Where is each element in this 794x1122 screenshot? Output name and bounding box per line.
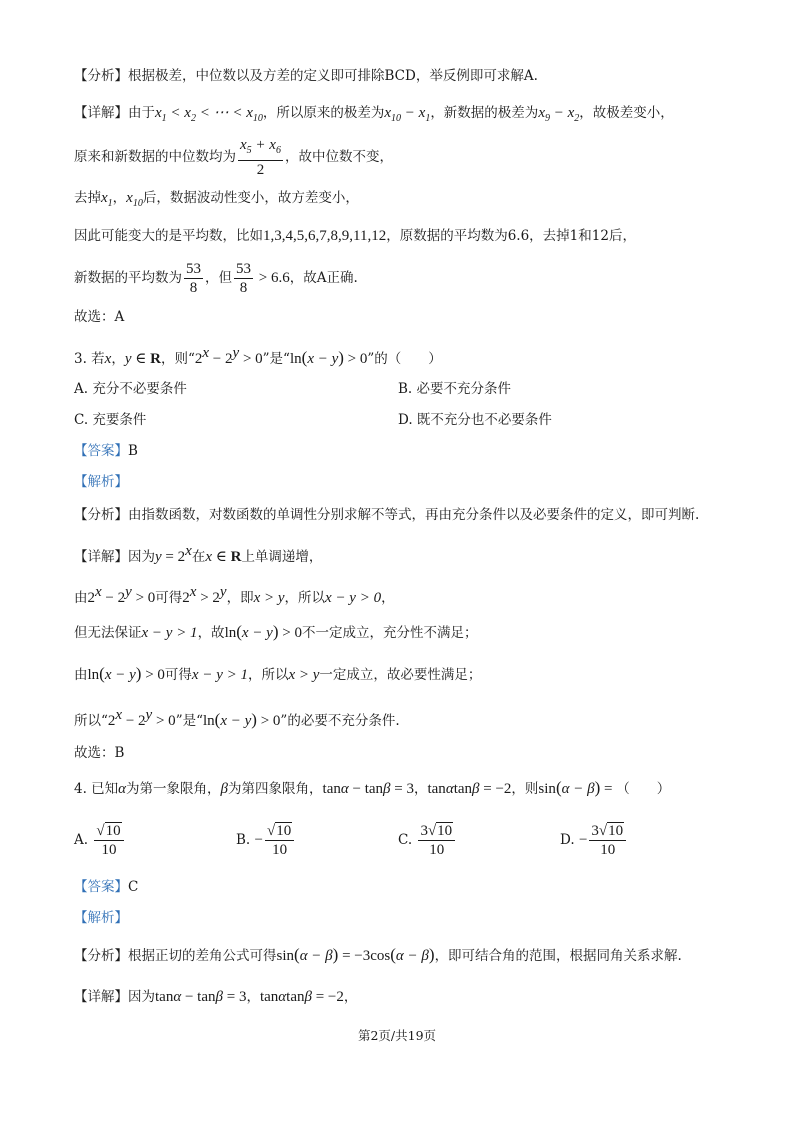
- q3-detail-3: 但无法保证x − y > 1，故ln(x − y) > 0不一定成立，充分性不满足；: [74, 622, 478, 641]
- explain-3-tag: 【解析】: [74, 474, 128, 490]
- q4-detail-1: 【详解】因为tanα − tanβ = 3，tanαtanβ = −2，: [74, 989, 358, 1005]
- question-4: 4. 已知α为第一象限角，β为第四象限角，tanα − tanβ = 3，tanαtanβ = −2，则sin(α − β) = （ ）: [74, 778, 671, 797]
- page-footer: 第2页/共19页: [357, 1028, 437, 1043]
- explain-4-tag: 【解析】: [74, 910, 128, 926]
- detail-line-2: 原来和新数据的中位数均为 $\frac{x_5 + x_6}{2}$ ，故中位数不变，: [74, 137, 393, 178]
- q4-option-d: D. − $\frac{3√10}{10}$: [560, 822, 628, 859]
- q4-analysis: 【分析】根据正切的差角公式可得sin(α − β) = −3cos(α − β)，即可结合角的范围，根据同角关系求解.: [74, 945, 682, 964]
- detail-line-3: 去掉$x_1$，$x_{10}$后，数据波动性变小，故方差变小，: [74, 190, 359, 209]
- q3-option-c: C. 充要条件: [74, 412, 147, 428]
- analysis-text: 根据极差，中位数以及方差的定义即可排除BCD，举反例即可求解A.: [128, 68, 538, 84]
- q4-option-c: C. $\frac{3√10}{10}$: [398, 822, 457, 859]
- q3-detail-2: 由$2^x - 2^y > 0$可得$2^x > 2^y$，即x > y，所以x − y > 0，: [74, 584, 395, 606]
- q4-option-b: B. − $\frac{√10}{10}$: [236, 822, 296, 859]
- math-range-original: $x_{10} - x_1$: [384, 105, 431, 124]
- choose-answer-a: 故选：A: [74, 309, 125, 325]
- math-median-fraction: $\frac{x_5 + x_6}{2}$: [240, 137, 281, 178]
- q3-detail-1: 【详解】因为$y = 2^x$在x ∈ R上单调递增，: [74, 543, 323, 565]
- detail-line-4: 因此可能变大的是平均数，比如1,3,4,5,6,7,8,9,11,12，原数据的平均数为6.6，去掉1和12后，: [74, 228, 636, 244]
- q3-detail-4: 由ln(x − y) > 0可得x − y > 1，所以x > y一定成立，故必要性满足；: [74, 664, 482, 683]
- q3-analysis: 【分析】由指数函数，对数函数的单调性分别求解不等式，再由充分条件以及必要条件的定义，即可判断.: [74, 507, 700, 523]
- q3-option-b: B. 必要不充分条件: [398, 381, 512, 397]
- analysis-tag: 【分析】: [74, 68, 128, 84]
- analysis-line-1: [74, 66, 538, 86]
- q3-option-d: D. 既不充分也不必要条件: [398, 412, 552, 428]
- math-sequence: 1,3,4,5,6,7,8,9,11,12: [263, 228, 387, 244]
- question-3: 3. 若x，y ∈ R，则“$2^x - 2^y > 0$”是“ln(x − y) > 0”的（ ）: [74, 345, 442, 367]
- q3-option-a: A. 充分不必要条件: [74, 381, 187, 397]
- math-inequality-chain: $x_1 < x_2$ < ⋯ < $x_{10}$: [155, 105, 263, 124]
- detail-line-1: 【详解】由于$x_1 < x_2$ < ⋯ < $x_{10}$，所以原来的极差为$x_{10} - x_1$，新数据的极差为$x_9 - x_2$，故极差变小，: [74, 105, 674, 124]
- detail-line-5: 新数据的平均数为 $\frac{53}{8}$ ，但 $\frac{53}{8}$ > 6.6，故A正确.: [74, 261, 358, 296]
- answer-3: 【答案】B: [74, 443, 138, 459]
- detail-tag: 【详解】: [74, 105, 128, 121]
- choose-answer-b: 故选：B: [74, 745, 125, 761]
- q4-option-a: A. $\frac{√10}{10}$: [74, 822, 126, 859]
- math-range-new: $x_9 - x_2$: [538, 105, 580, 124]
- q3-detail-5: 所以“$2^x - 2^y > 0$”是“ln(x − y) > 0”的必要不充分条件.: [74, 707, 400, 729]
- answer-4: 【答案】C: [74, 879, 139, 895]
